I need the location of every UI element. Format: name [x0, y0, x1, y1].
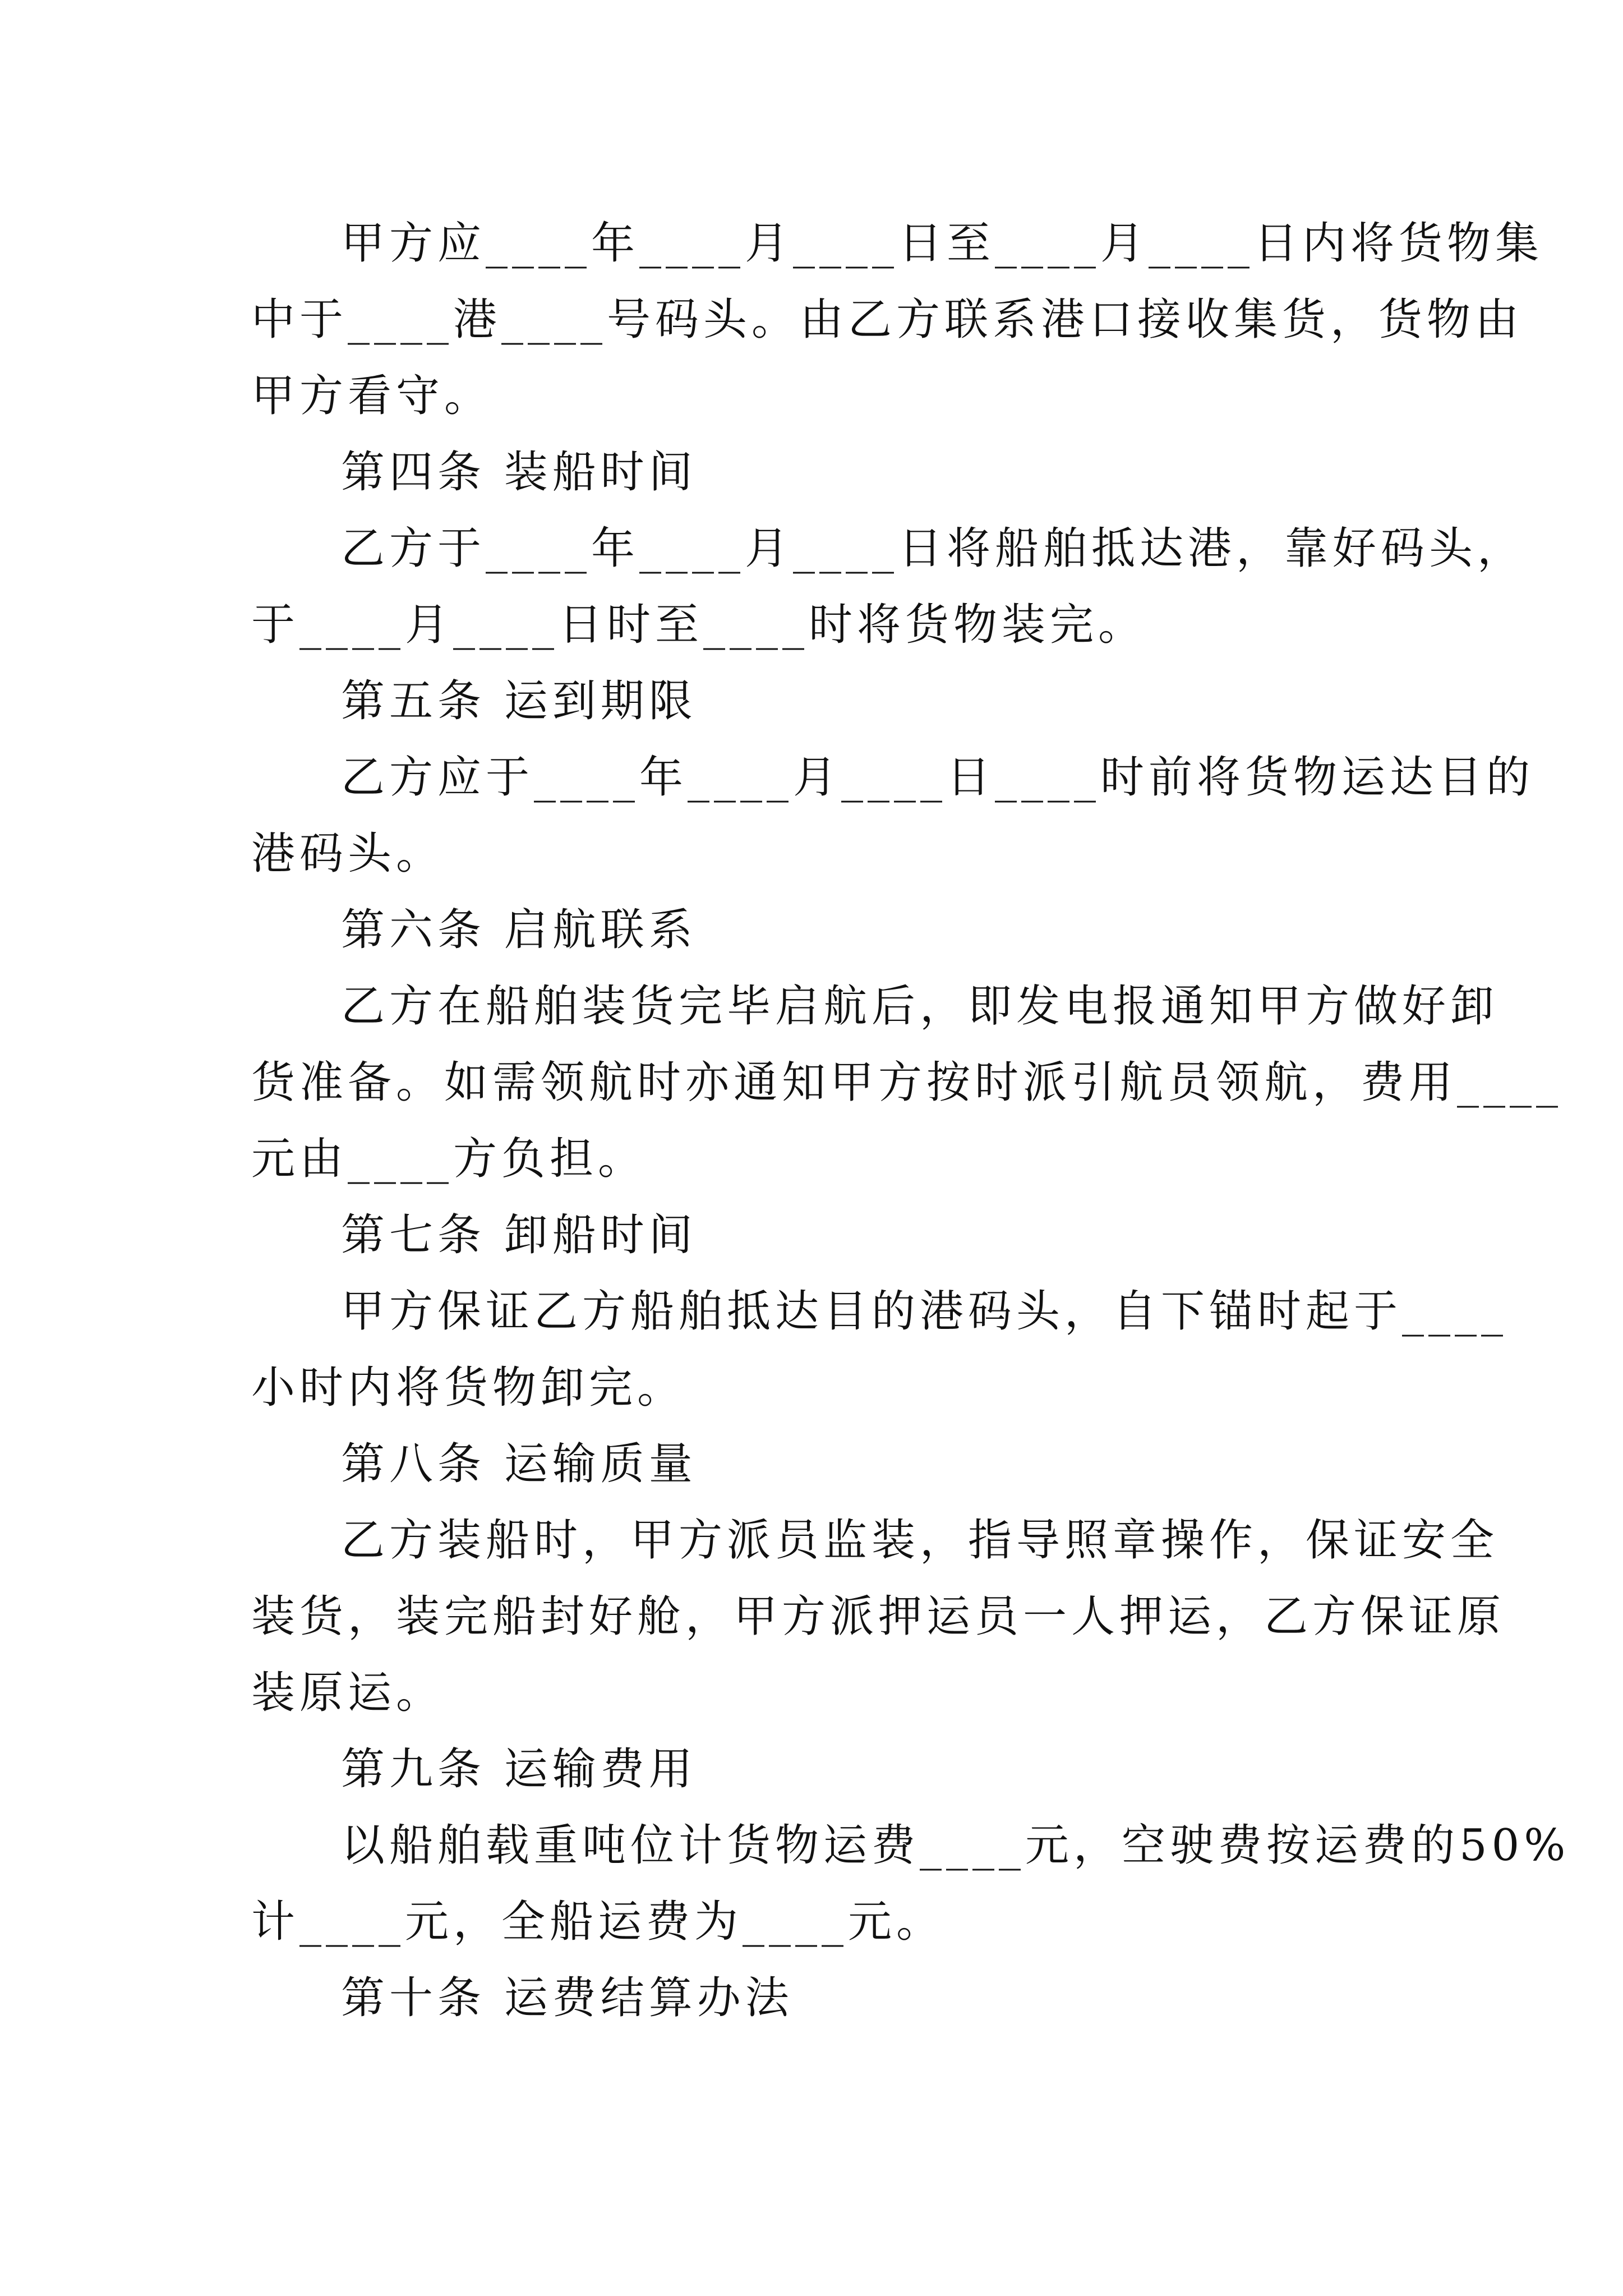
text-line: 乙方在船舶装货完毕启航后，即发电报通知甲方做好卸: [341, 981, 1499, 1032]
section-heading: 第四条 装船时间: [341, 447, 697, 498]
text-line: 计____元，全船运费为____元。: [251, 1897, 945, 1947]
text-line: 甲方应____年____月____日至____月____日内将货物集: [341, 218, 1544, 269]
text-line: 乙方于____年____月____日将船舶抵达港，靠好码头，: [341, 523, 1526, 574]
section-heading: 第六条 启航联系: [341, 905, 697, 955]
section-heading: 第八条 运输质量: [341, 1439, 697, 1489]
text-line: 装原运。: [251, 1668, 445, 1718]
text-line: 装货，装完船封好舱，甲方派押运员一人押运，乙方保证原: [251, 1591, 1506, 1642]
text-line: 港码头。: [251, 829, 445, 879]
text-line: 小时内将货物卸完。: [251, 1363, 686, 1413]
text-line: 甲方看守。: [251, 371, 493, 421]
section-heading: 第七条 卸船时间: [341, 1210, 697, 1260]
text-line: 乙方应于____年____月____日____时前将货物运达目的: [341, 752, 1535, 803]
text-line: 中于____港____号码头。由乙方联系港口接收集货，货物由: [251, 295, 1524, 345]
text-line: 于____月____日时至____时将货物装完。: [251, 600, 1147, 650]
section-heading: 第十条 运费结算办法: [341, 1973, 794, 2023]
text-line: 甲方保证乙方船舶抵达目的港码头，自下锚时起于____: [341, 1286, 1508, 1337]
text-line: 以船舶载重吨位计货物运费____元，空驶费按运费的50%: [341, 1820, 1570, 1871]
document-page: [251, 205, 1570, 2036]
text-line: 货准备。如需领航时亦通知甲方按时派引航员领航，费用____: [251, 1057, 1563, 1108]
text-line: 乙方装船时，甲方派员监装，指导照章操作，保证安全: [341, 1515, 1499, 1566]
section-heading: 第五条 运到期限: [341, 676, 697, 726]
section-heading: 第九条 运输费用: [341, 1744, 697, 1795]
text-line: 元由____方负担。: [251, 1134, 647, 1184]
